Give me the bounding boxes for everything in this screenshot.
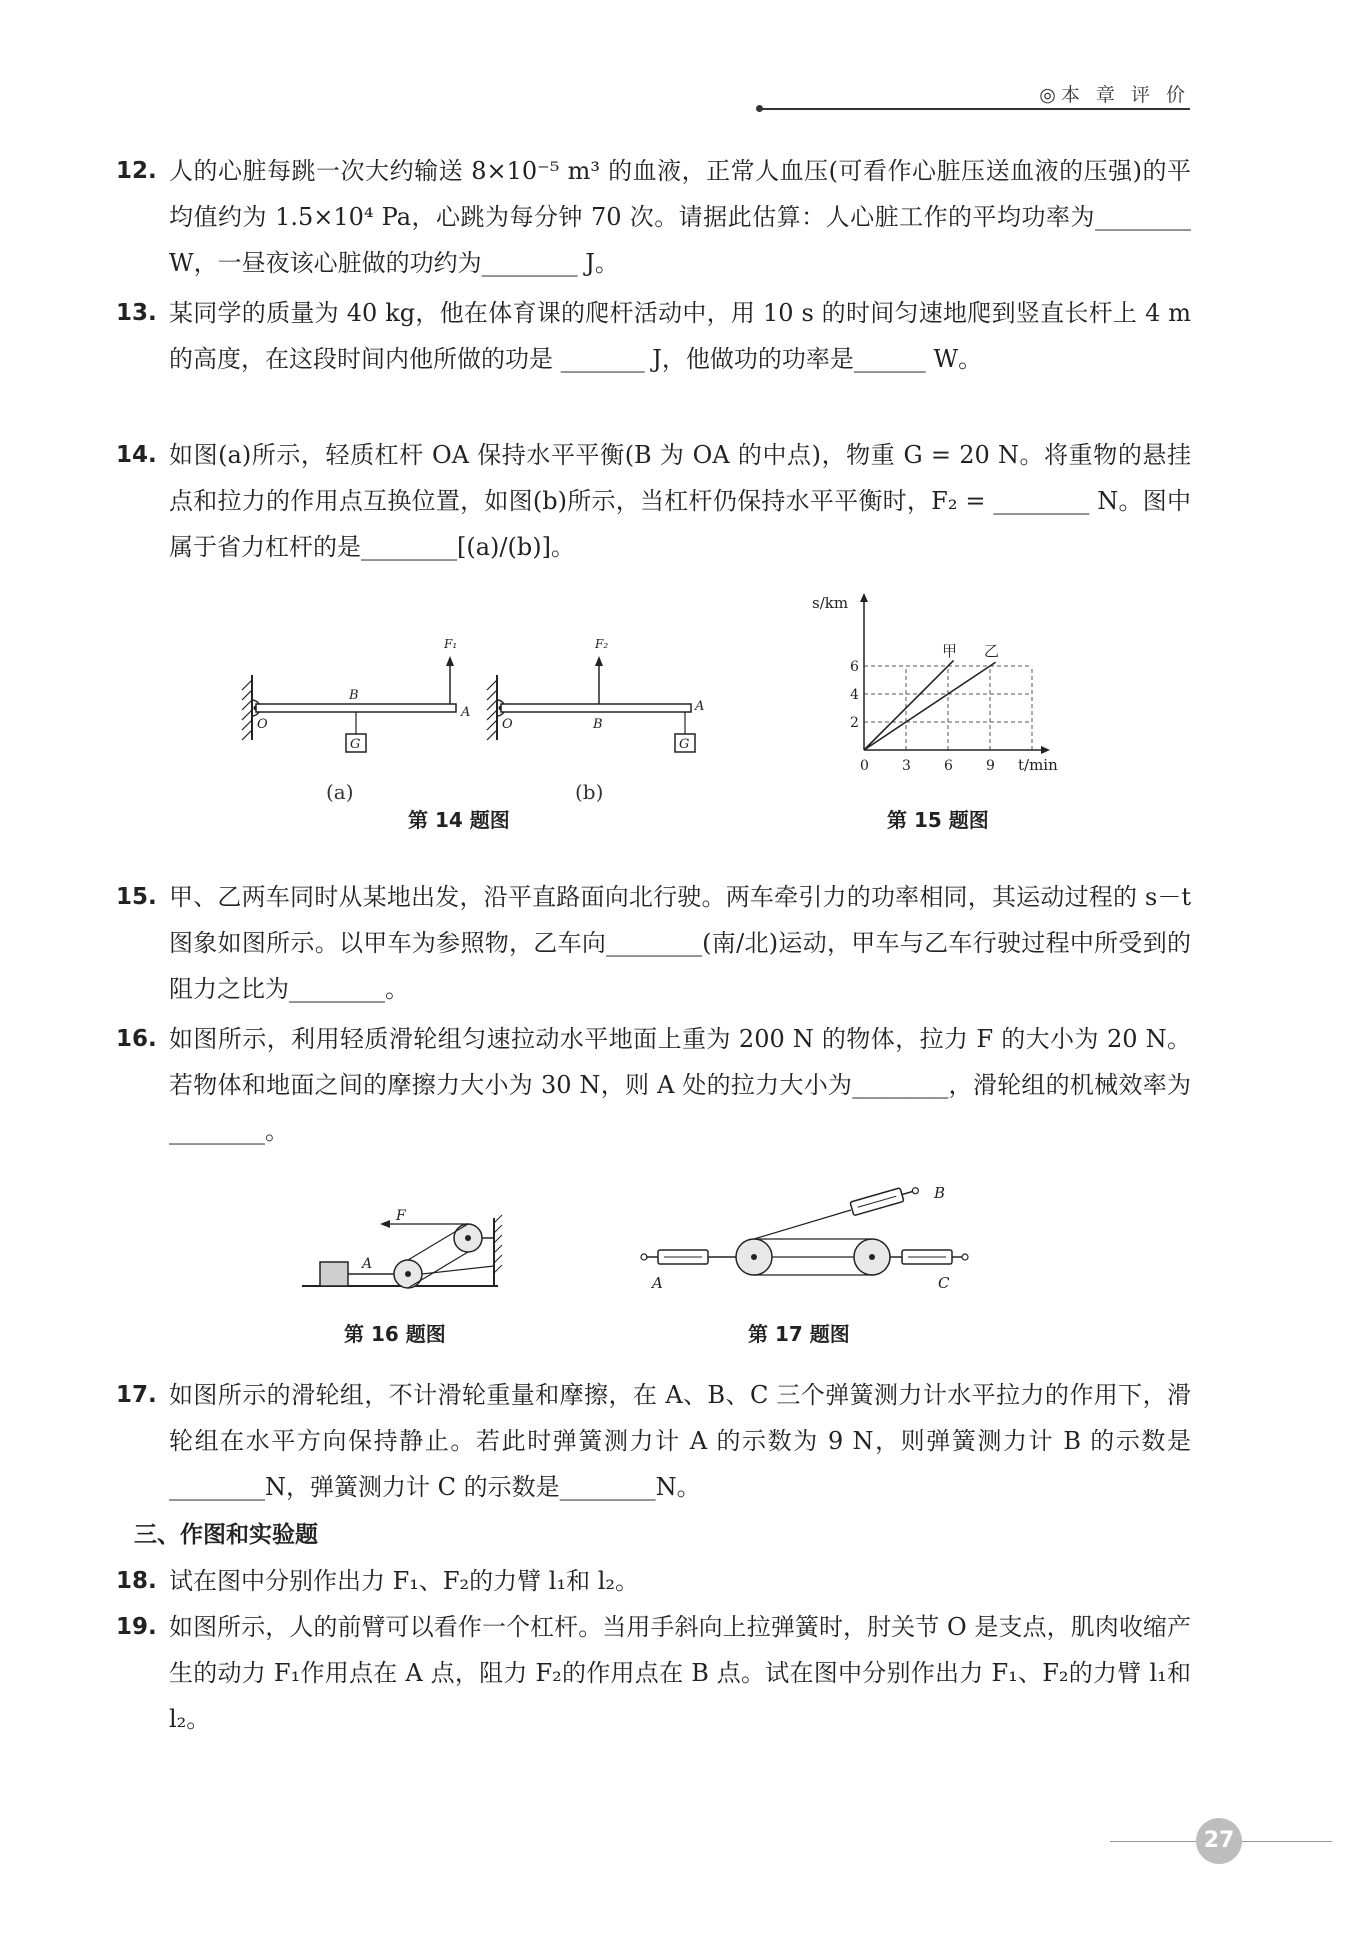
x-tick-label: 9 [986, 758, 995, 774]
series-label: 甲 [942, 642, 958, 660]
spring-scale-c [890, 1250, 968, 1264]
question-number: 16. [116, 1026, 157, 1052]
footer-rule-left [1110, 1841, 1196, 1842]
figure-15-caption: 第 15 题图 [887, 808, 989, 832]
header-rule [760, 108, 1190, 110]
question-15 [116, 874, 1191, 1012]
question-number: 13. [116, 300, 157, 326]
figure-15-st-graph [800, 588, 1080, 788]
page-number: 27 [1196, 1818, 1242, 1864]
question-text: 如图所示，人的前臂可以看作一个杠杆。当用手斜向上拉弹簧时，肘关节 O 是支点，肌肉收缩产生的动力 F₁作用点在 A 点，阻力 F₂的作用点在 B 点。试在图中分别作出力 F₁、F₂的力臂 l₁和 l₂。 [169, 1613, 1191, 1733]
series-line [864, 660, 954, 750]
label-a: A [695, 699, 705, 714]
spring-scale-b [850, 1183, 920, 1215]
question-12 [116, 148, 1191, 286]
label-o: O [257, 717, 268, 732]
question-text: 如图所示，利用轻质滑轮组匀速拉动水平地面上重为 200 N 的物体，拉力 F 的大小为 20 N。若物体和地面之间的摩擦力大小为 30 N，则 A 处的拉力大小为________，滑轮组的机械效率为________。 [169, 1025, 1191, 1145]
y-tick-label: 6 [850, 659, 859, 675]
chart-series [864, 642, 999, 750]
y-tick-label: 2 [850, 715, 859, 731]
question-text: 如图(a)所示，轻质杠杆 OA 保持水平平衡(B 为 OA 的中点)，物重 G = 20 N。将重物的悬挂点和拉力的作用点互换位置，如图(b)所示，当杠杆仍保持水平平衡时，F₂ = ________ N。图中属于省力杠杆的是________[(a)/(b)]。 [169, 441, 1191, 561]
figure-16-caption: 第 16 题图 [344, 1322, 446, 1346]
figure-17-pulley-dynamometer-diagram [636, 1180, 976, 1300]
x-tick-label: 0 [860, 758, 869, 774]
lever-b [487, 637, 704, 752]
y-axis-label: s/km [812, 594, 849, 612]
figure-14a-label: (a) [326, 780, 354, 804]
label-b: B [593, 717, 603, 732]
question-text: 如图所示的滑轮组，不计滑轮重量和摩擦，在 A、B、C 三个弹簧测力计水平拉力的作用下，滑轮组在水平方向保持静止。若此时弹簧测力计 A 的示数为 9 N，则弹簧测力计 B 的示数是________N，弹簧测力计 C 的示数是________N。 [169, 1381, 1191, 1501]
label-a: A [362, 1256, 373, 1272]
series-line [864, 662, 996, 750]
x-tick-label: 3 [902, 758, 911, 774]
section-heading: 三、作图和实验题 [134, 1522, 318, 1548]
figure-14b-label: (b) [575, 780, 604, 804]
chart-grid [864, 666, 1032, 750]
figure-17-caption: 第 17 题图 [748, 1322, 850, 1346]
question-17 [116, 1372, 1191, 1510]
question-number: 18. [116, 1568, 157, 1594]
x-tick-label: 6 [944, 758, 953, 774]
figure-14-caption: 第 14 题图 [408, 808, 510, 832]
chart-axes [860, 593, 1050, 754]
question-19 [116, 1604, 1191, 1742]
question-text: 试在图中分别作出力 F₁、F₂的力臂 l₁和 l₂。 [169, 1567, 640, 1595]
label-a: A [461, 705, 471, 720]
question-text: 甲、乙两车同时从某地出发，沿平直路面向北行驶。两车牵引力的功率相同，其运动过程的 s－t 图象如图所示。以甲车为参照物，乙车向________(南/北)运动，甲车与乙车行驶过程中所受到的阻力之比为________。 [169, 883, 1191, 1003]
label-o: O [502, 717, 513, 732]
label-b: B [349, 688, 359, 703]
label-c: C [938, 1274, 950, 1292]
question-number: 19. [116, 1614, 157, 1640]
lever-a [242, 637, 470, 752]
question-text: 某同学的质量为 40 kg，他在体育课的爬杆活动中，用 10 s 的时间匀速地爬到竖直长杆上 4 m 的高度，在这段时间内他所做的功是 _______ J，他做功的功率是______ W。 [169, 299, 1191, 373]
question-number: 17. [116, 1382, 157, 1408]
label-a: A [652, 1274, 663, 1292]
question-number: 12. [116, 158, 157, 184]
label-g: G [679, 737, 690, 752]
label-f: F [396, 1208, 406, 1224]
spring-scale-a [641, 1250, 736, 1264]
question-18 [116, 1558, 1191, 1604]
question-13 [116, 290, 1191, 382]
label-b: B [934, 1184, 946, 1202]
y-tick-label: 4 [850, 687, 859, 703]
question-number: 14. [116, 442, 157, 468]
figure-16-pulley-diagram [296, 1208, 516, 1298]
question-text: 人的心脏每跳一次大约输送 8×10⁻⁵ m³ 的血液，正常人血压(可看作心脏压送血液的压强)的平均值约为 1.5×10⁴ Pa，心跳为每分钟 70 次。请据此估算：人心脏工作的平均功率为________ W，一昼夜该心脏做的功约为________ J。 [169, 157, 1191, 277]
label-f1: F₁ [444, 637, 458, 651]
footer-rule-right [1242, 1841, 1332, 1842]
question-14 [116, 432, 1191, 570]
x-axis-label: t/min [1018, 756, 1058, 774]
chapter-section-label: ◎本 章 评 价 [1039, 84, 1190, 106]
label-g: G [350, 737, 361, 752]
question-number: 15. [116, 884, 157, 910]
figure-14-lever-diagram [232, 630, 732, 790]
series-label: 乙 [984, 642, 1000, 660]
label-f2: F₂ [595, 637, 609, 651]
question-16 [116, 1016, 1191, 1154]
